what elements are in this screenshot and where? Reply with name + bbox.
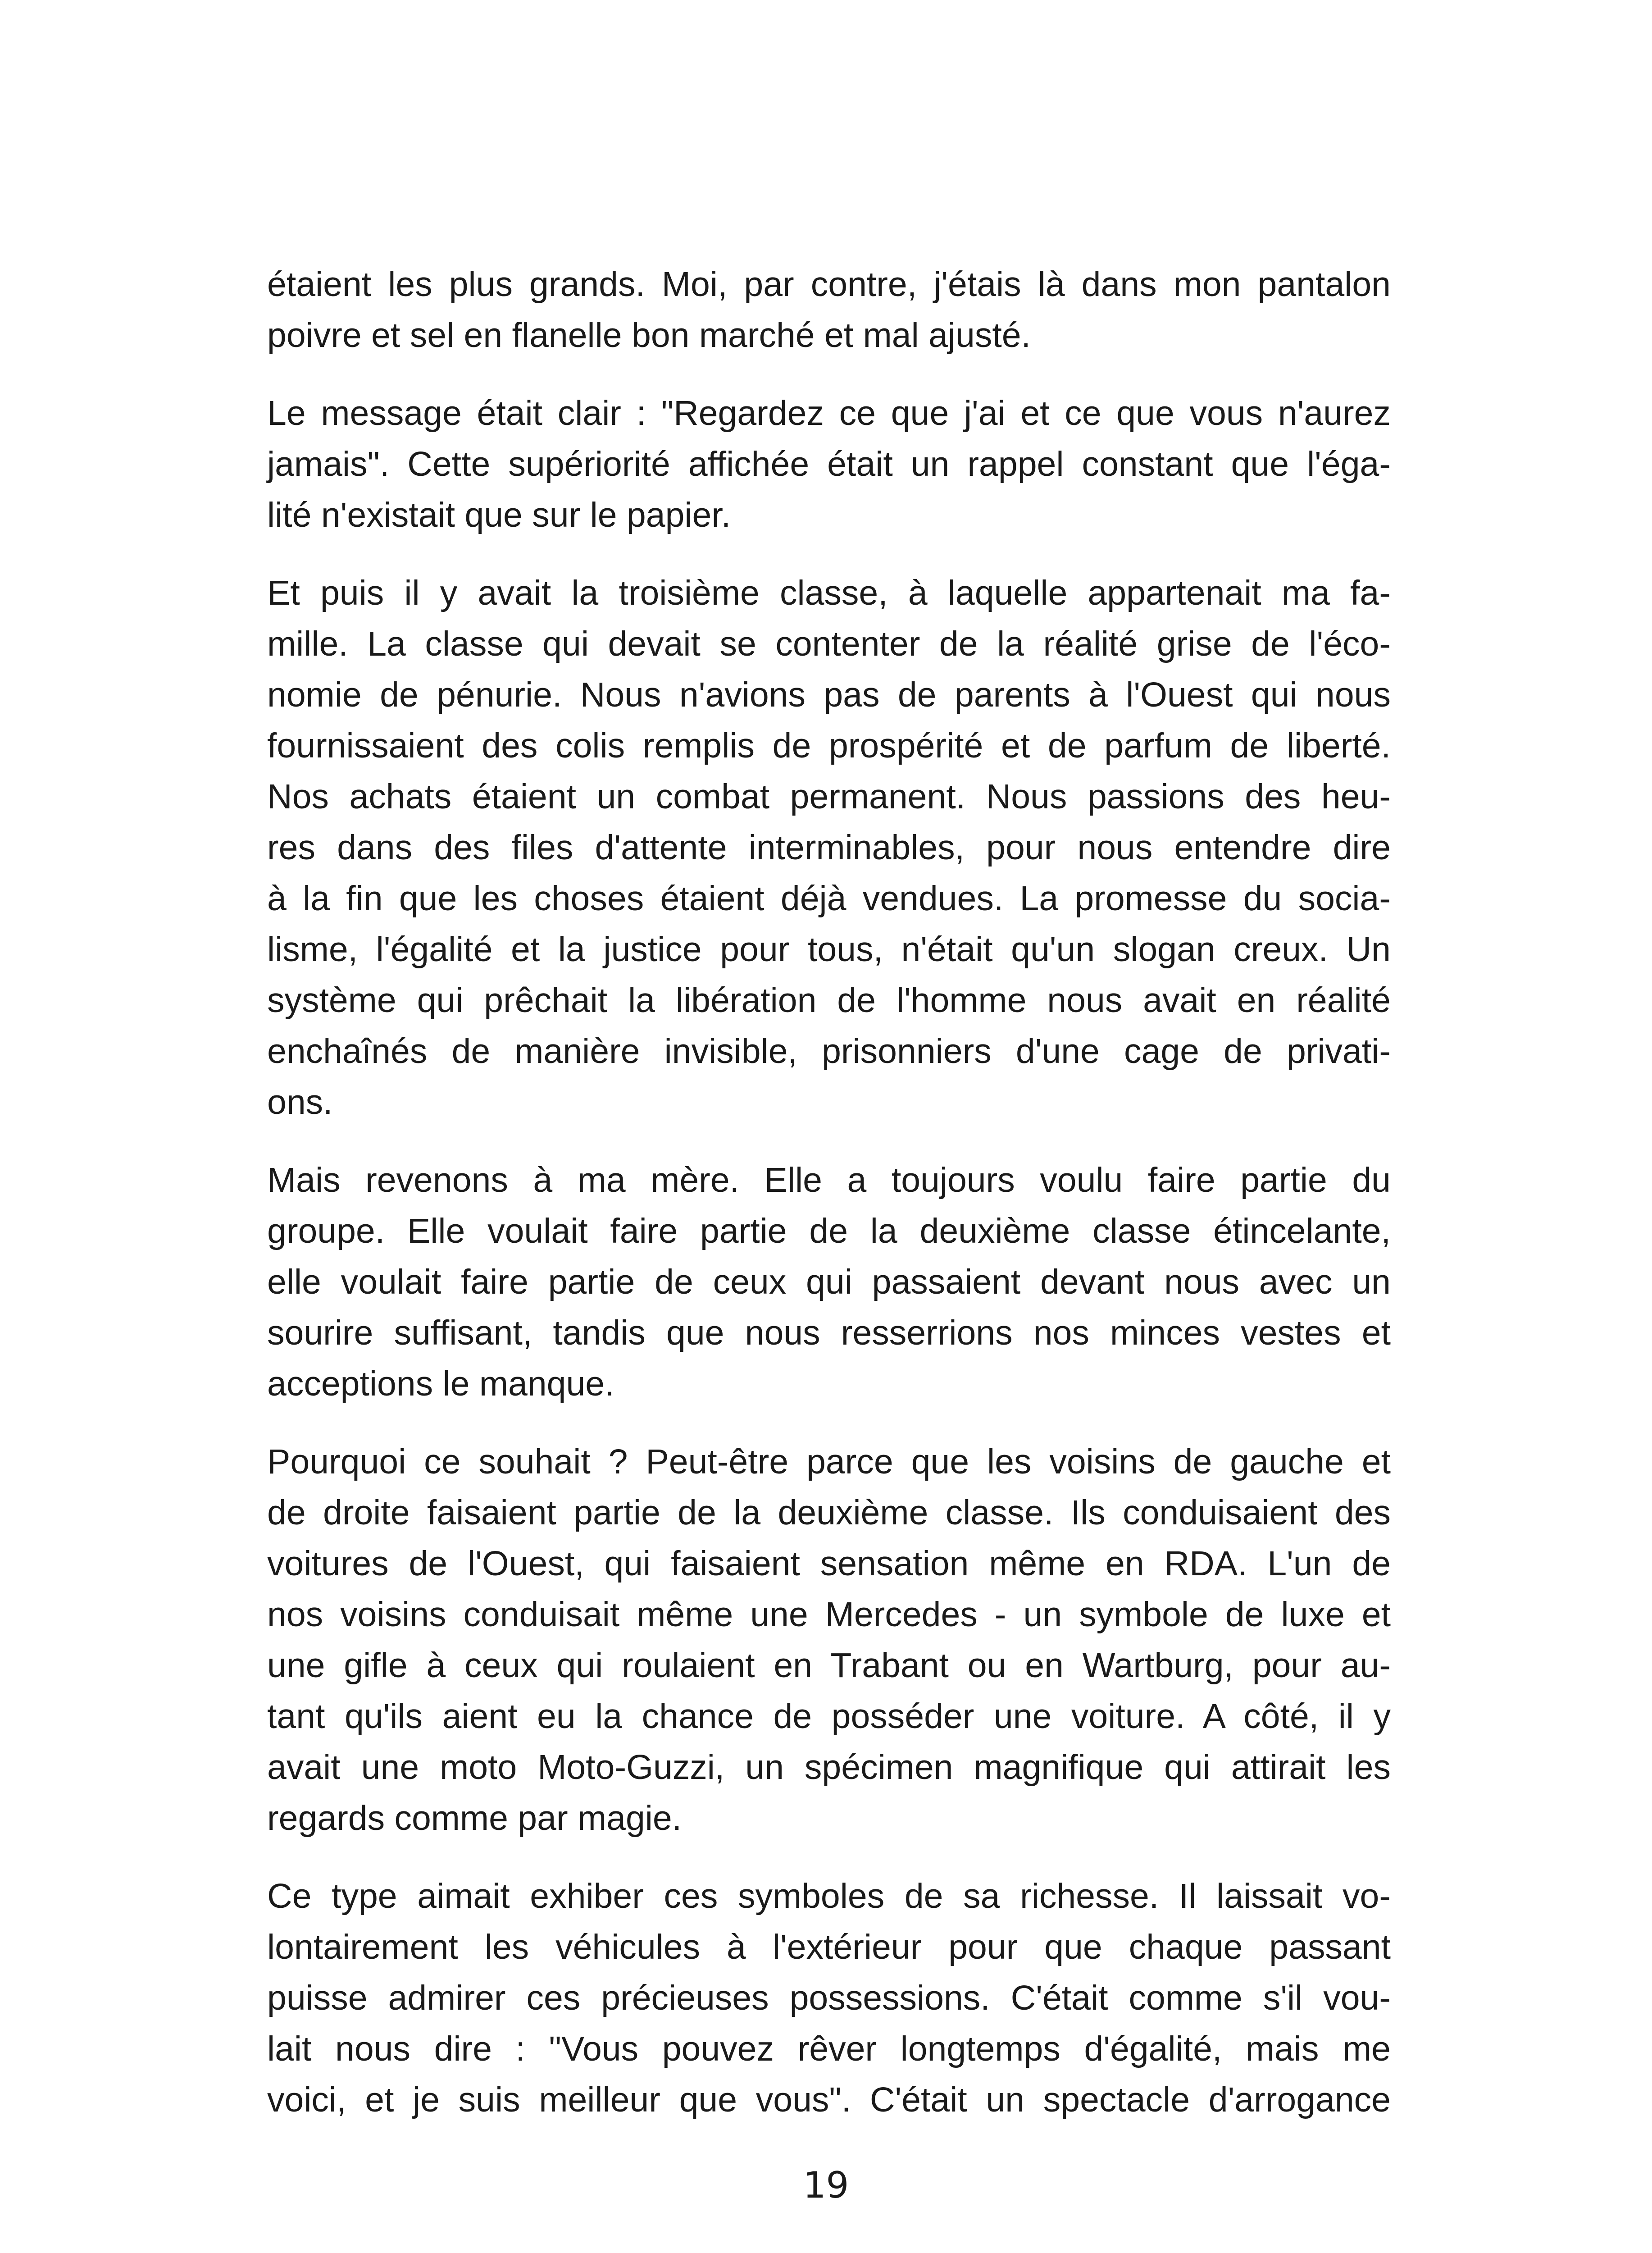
text-line: mille. La classe qui devait se contenter de la réalité grise de l'éco- xyxy=(267,625,1391,663)
text-line: nos voisins conduisait même une Mercedes - un symbole de luxe et xyxy=(267,1595,1391,1634)
text-line: Le message était clair : "Regardez ce que j'ai et ce que vous n'aurez xyxy=(267,394,1391,433)
text-line: acceptions le manque. xyxy=(267,1364,614,1403)
text-line: voici, et je suis meilleur que vous". C'était un spectacle d'arrogance xyxy=(267,2080,1391,2119)
text-line: Nos achats étaient un combat permanent. Nous passions des heu- xyxy=(267,777,1391,816)
text-line: sourire suffisant, tandis que nous resserrions nos minces vestes et xyxy=(267,1313,1391,1352)
text-line: de droite faisaient partie de la deuxième classe. Ils conduisaient des xyxy=(267,1493,1391,1532)
text-line: enchaînés de manière invisible, prisonniers d'une cage de privati- xyxy=(267,1032,1391,1071)
text-line: fournissaient des colis remplis de prospérité et de parfum de liberté. xyxy=(267,726,1391,765)
text-line: étaient les plus grands. Moi, par contre, j'étais là dans mon pantalon xyxy=(267,265,1391,304)
paragraph-1 xyxy=(267,259,1391,361)
text-line: res dans des files d'attente interminables, pour nous entendre dire xyxy=(267,828,1391,867)
text-line: nomie de pénurie. Nous n'avions pas de parents à l'Ouest qui nous xyxy=(267,675,1391,714)
page-number: 19 xyxy=(803,2164,849,2206)
text-line: une gifle à ceux qui roulaient en Trabant ou en Wartburg, pour au- xyxy=(267,1646,1391,1685)
text-line: puisse admirer ces précieuses possessions. C'était comme s'il vou- xyxy=(267,1979,1391,2017)
text-line: groupe. Elle voulait faire partie de la deuxième classe étincelante, xyxy=(267,1212,1391,1250)
text-line: Et puis il y avait la troisième classe, à laquelle appartenait ma fa- xyxy=(267,574,1391,612)
paragraph-3 xyxy=(267,568,1391,1128)
text-line: système qui prêchait la libération de l'homme nous avait en réalité xyxy=(267,981,1391,1020)
text-line: poivre et sel en flanelle bon marché et mal ajusté. xyxy=(267,316,1031,355)
text-line: tant qu'ils aient eu la chance de posséder une voiture. A côté, il y xyxy=(267,1697,1391,1736)
text-line: avait une moto Moto-Guzzi, un spécimen magnifique qui attirait les xyxy=(267,1748,1391,1787)
body-text xyxy=(267,259,1391,2153)
text-line: Ce type aimait exhiber ces symboles de sa richesse. Il laissait vo- xyxy=(267,1877,1391,1916)
text-line: à la fin que les choses étaient déjà vendues. La promesse du socia- xyxy=(267,879,1391,918)
paragraph-4 xyxy=(267,1155,1391,1409)
text-line: elle voulait faire partie de ceux qui passaient devant nous avec un xyxy=(267,1263,1391,1301)
text-line: lisme, l'égalité et la justice pour tous, n'était qu'un slogan creux. Un xyxy=(267,930,1391,969)
text-line: ons. xyxy=(267,1083,333,1122)
text-line: lontairement les véhicules à l'extérieur pour que chaque passant xyxy=(267,1928,1391,1966)
text-line: lait nous dire : "Vous pouvez rêver longtemps d'égalité, mais me xyxy=(267,2030,1391,2068)
text-line: Mais revenons à ma mère. Elle a toujours voulu faire partie du xyxy=(267,1161,1391,1199)
text-line: lité n'existait que sur le papier. xyxy=(267,496,731,534)
text-line: regards comme par magie. xyxy=(267,1799,682,1838)
text-line: jamais". Cette supériorité affichée était un rappel constant que l'éga- xyxy=(267,445,1391,483)
paragraph-5 xyxy=(267,1437,1391,1844)
paragraph-6 xyxy=(267,1871,1391,2125)
paragraph-2 xyxy=(267,388,1391,541)
text-line: voitures de l'Ouest, qui faisaient sensation même en RDA. L'un de xyxy=(267,1544,1391,1583)
text-line: Pourquoi ce souhait ? Peut-être parce que les voisins de gauche et xyxy=(267,1442,1391,1481)
